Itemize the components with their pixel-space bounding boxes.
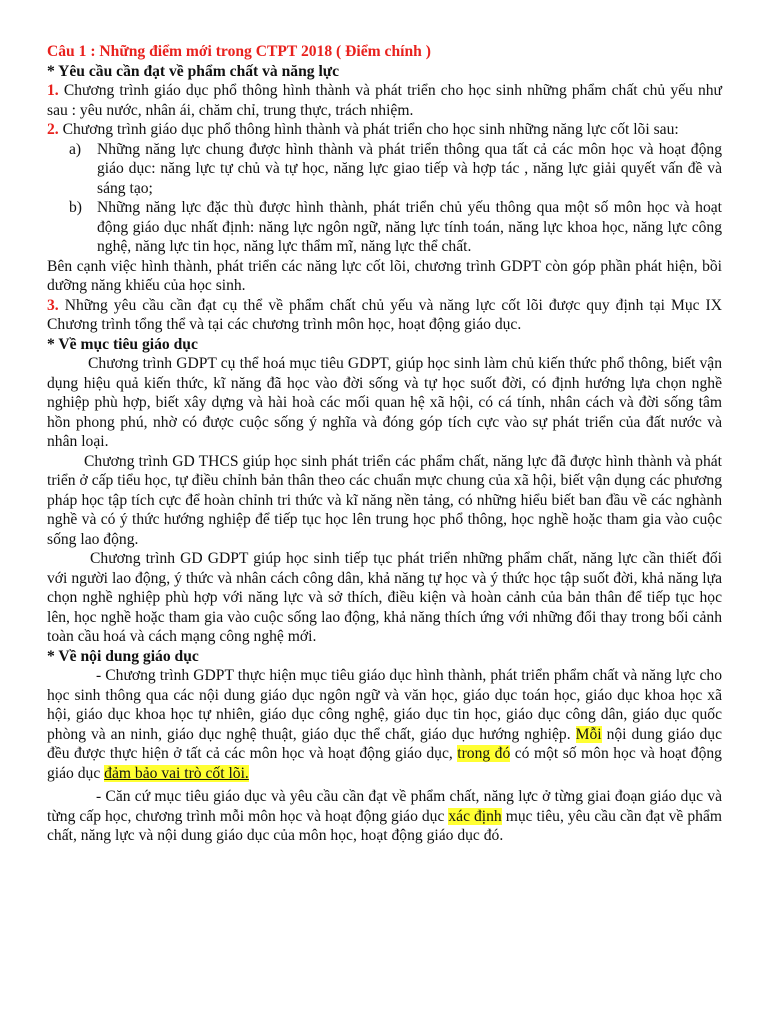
- text-run: mục tiêu, yêu cầu cần đạt về phẩm chất, năng lực và nội dung giáo dục của môn học, hoạt động giáo dục đó.: [47, 807, 722, 844]
- paragraph-talent: Bên cạnh việc hình thành, phát triển các năng lực cốt lõi, chương trình GDPT còn góp phần phát hiện, bồi dưỡng năng khiếu của học sinh.: [47, 257, 722, 294]
- requirement-item-1: [47, 81, 722, 120]
- item-text: Chương trình giáo dục phổ thông hình thành và phát triển cho học sinh những năng lực cốt lõi sau:: [58, 121, 679, 138]
- highlighted-text: đảm bảo vai trò cốt lõi.: [104, 764, 249, 782]
- text-run: - Căn cứ mục tiêu giáo dục và yêu cầu cần đạt về phẩm chất, năng lực ở từng giai đoạn giáo dục và từng cấp học, chương trình mỗi môn học và hoạt động giáo dục: [47, 788, 722, 825]
- paragraph-content-2: [47, 787, 722, 846]
- sub-item-label: a): [69, 140, 82, 158]
- sub-item-a: [47, 140, 722, 199]
- item-text: Chương trình giáo dục phổ thông hình thành và phát triển cho học sinh những phẩm chất chủ yếu như sau : yêu nước, nhân ái, chăm chỉ, trung thực, trách nhiệm.: [47, 82, 722, 119]
- section-heading-requirements: * Yêu cầu cần đạt về phẩm chất và năng lực: [47, 62, 340, 80]
- item-number: 3.: [47, 296, 59, 314]
- item-text: Những yêu cầu cần đạt cụ thể về phẩm chất chủ yếu và năng lực cốt lõi được quy định tại Mục IX Chương trình tổng thể và tại các chương trình môn học, hoạt động giáo dục.: [47, 296, 722, 333]
- section-heading-goals: * Về mục tiêu giáo dục: [47, 335, 198, 353]
- paragraph-content-1: [47, 666, 722, 783]
- text-run: nội dung giáo dục đều được thực hiện ở tất cả các môn học và hoạt động giáo dục,: [47, 725, 722, 762]
- paragraph-goals-thpt: Chương trình GD GDPT giúp học sinh tiếp tục phát triển những phẩm chất, năng lực cần thiết đối với người lao động, ý thức và nhân cách công dân, khả năng tự học và ý thức học tập suốt đời, khả năng lựa chọn nghề nghiệp phù hợp với năng lực và sở thích, điều kiện và hoàn cảnh của bản thân để tiếp tục học lên, học nghề hoặc tham gia vào cuộc sống lao động, khả năng thích ứng với những đổi thay trong bối cảnh toàn cầu hoá và cách mạng công nghệ mới.: [47, 550, 722, 645]
- highlighted-text: xác định: [448, 807, 502, 825]
- requirement-item-2: [47, 120, 722, 140]
- text-run: - Chương trình GDPT thực hiện mục tiêu giáo dục hình thành, phát triển phẩm chất và năng lực cho học sinh thông qua các nội dung giáo dục ngôn ngữ và văn học, giáo dục toán học, giáo dục khoa học xã hội, giáo dục khoa học tự nhiên, giáo dục công nghệ, giáo dục tin học, giáo dục công dân, giáo dục quốc phòng và an ninh, giáo dục nghệ thuật, giáo dục thể chất, giáo dục hướng nghiệp.: [47, 667, 722, 743]
- highlighted-text: trong đó: [457, 745, 511, 762]
- question-title: Câu 1 : Những điểm mới trong CTPT 2018 ( Điểm chính ): [47, 43, 431, 60]
- sub-item-text: Những năng lực đặc thù được hình thành, phát triển chủ yếu thông qua một số môn học và hoạt động giáo dục nhất định: năng lực ngôn ngữ, năng lực tính toán, năng lực khoa học, năng lực công nghệ, năng lực tin học, năng lực thẩm mĩ, năng lực thể chất.: [97, 199, 722, 255]
- highlighted-text: Mỗi: [575, 725, 602, 743]
- paragraph-goals-gdpt: Chương trình GDPT cụ thể hoá mục tiêu GDPT, giúp học sinh làm chủ kiến thức phổ thông, biết vận dụng hiệu quả kiến thức, kĩ năng đã học vào đời sống và tự học suốt đời, có định hướng lựa chọn nghề nghiệp phù hợp, biết xây dựng và hài hoà các mối quan hệ xã hội, có cá tính, nhân cách và đời sống tâm hồn phong phú, nhờ có được cuộc sống ý nghĩa và đóng góp tích cực vào sự phát triển của đất nước và nhân loại.: [47, 355, 722, 450]
- section-heading-content: * Về nội dung giáo dục: [47, 647, 199, 665]
- item-number: 2.: [47, 121, 59, 138]
- sub-item-text: Những năng lực chung được hình thành và phát triển thông qua tất cả các môn học và hoạt động giáo dục: năng lực tự chủ và tự học, năng lực giao tiếp và hợp tác , năng lực giải quyết vấn đề và sáng tạo;: [97, 140, 722, 197]
- sub-item-b: [47, 198, 722, 257]
- sub-item-label: b): [69, 199, 82, 216]
- requirement-item-3: [47, 296, 722, 335]
- paragraph-goals-thcs: Chương trình GD THCS giúp học sinh phát triển các phẩm chất, năng lực đã được hình thành và phát triển ở cấp tiểu học, tự điều chỉnh bản thân theo các chuẩn mực chung của xã hội, biết vận dụng các phương pháp học tập tích cực để hoàn chỉnh tri thức và kĩ năng nền tảng, có những hiểu biết ban đầu về các nghành nghề và có ý thức hướng nghiệp để tiếp tục học lên trung học phổ thông, học nghề hoặc tham gia vào cuộc sống lao động.: [47, 452, 722, 548]
- item-number: 1.: [47, 82, 59, 99]
- text-run: có một số môn học và hoạt động giáo dục: [47, 745, 722, 782]
